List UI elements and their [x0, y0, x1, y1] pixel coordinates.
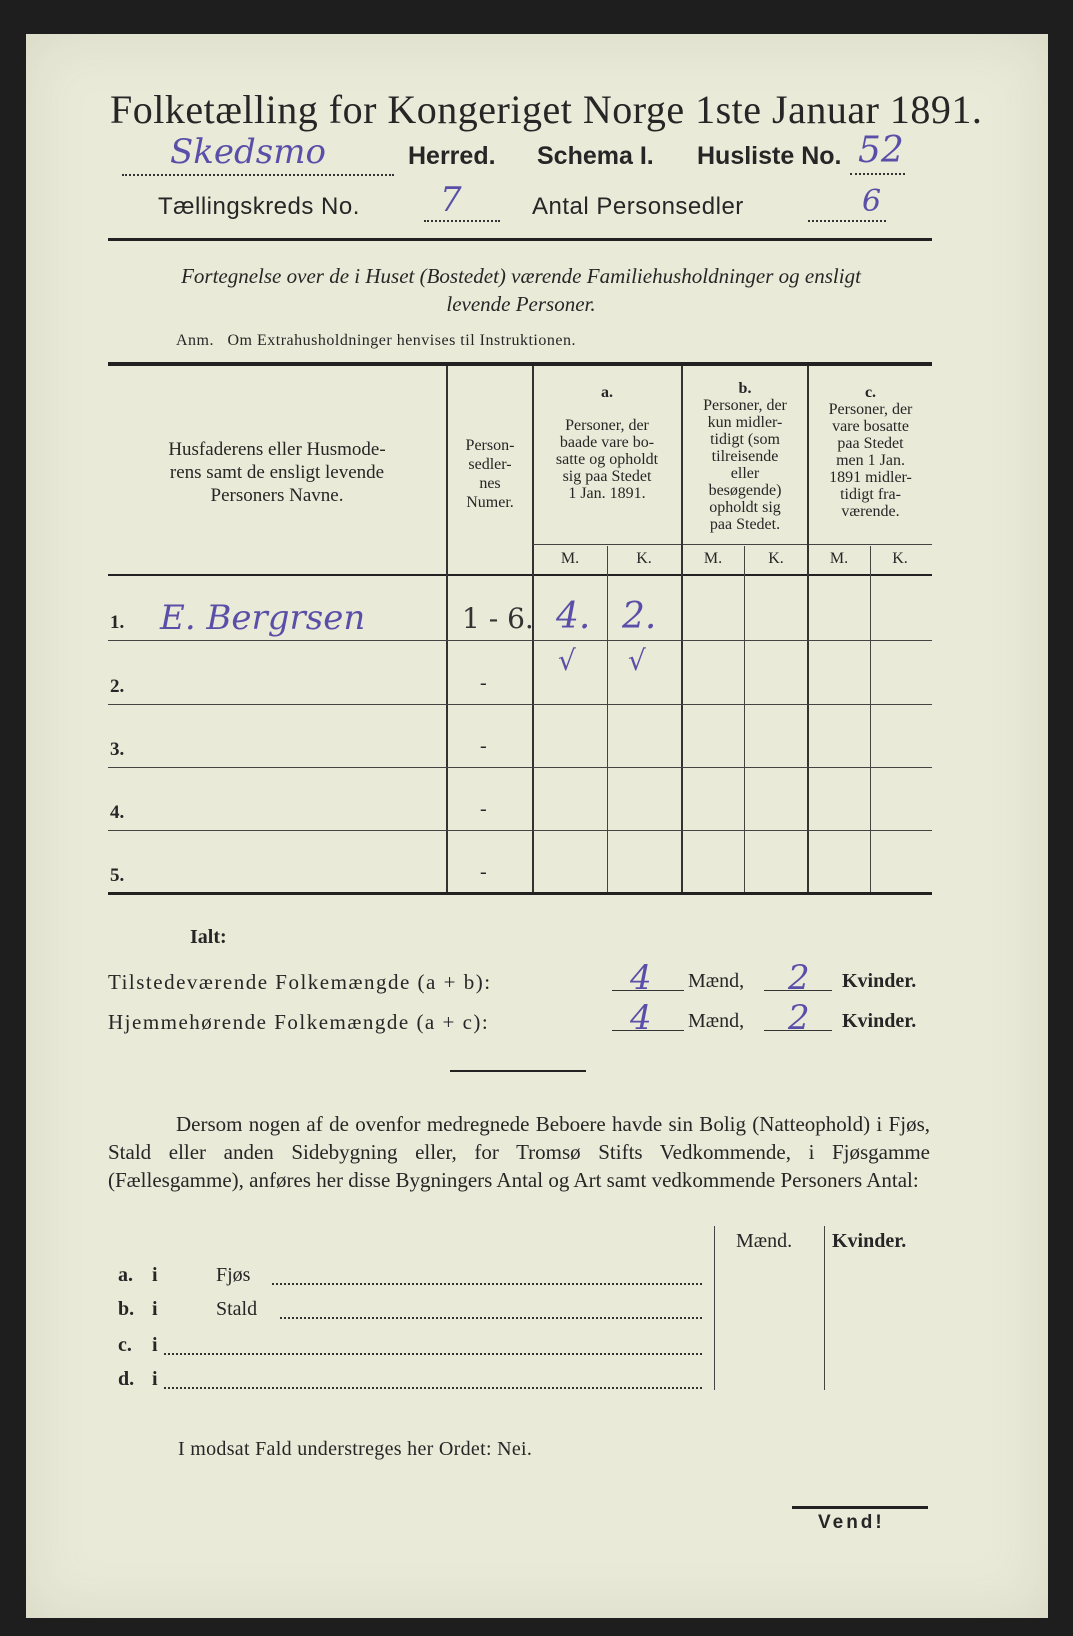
item-b-prep: i — [152, 1298, 158, 1320]
row-rule-4 — [108, 830, 932, 831]
col-b-letter: b. — [738, 380, 752, 397]
item-c-letter: c. — [118, 1334, 132, 1356]
anm-note: Anm. Om Extrahusholdninger henvises til Instruktionen. — [176, 332, 576, 349]
row-number: 4. — [110, 802, 125, 823]
col-header-b — [683, 380, 807, 533]
tilstede-label: Tilstedeværende Folkemængde (a + b): — [108, 970, 492, 994]
intro-line-1: Fortegnelse over de i Huset (Bostedet) værende Familiehusholdninger og ensligt — [181, 264, 861, 288]
hjemme-kvinder: Kvinder. — [842, 1010, 917, 1032]
col-b-m-label: M. — [703, 550, 723, 567]
intro-line-2: levende Personer. — [446, 292, 596, 316]
item-c-dots — [164, 1352, 702, 1355]
col-a-line: 1 Jan. 1891. — [568, 485, 646, 502]
col-c-letter: c. — [864, 384, 877, 401]
col-b-line: tilreisende — [711, 448, 779, 465]
table-bottom-rule — [108, 892, 932, 895]
col-header-names-line: rens samt de ensligt levende — [169, 462, 385, 483]
personsedler-label: Antal Personsedler — [532, 193, 744, 220]
mk-rule-b — [683, 544, 807, 545]
nei-line: I modsat Fald understreges her Ordet: Nei. — [178, 1438, 533, 1460]
col-c-line: men 1 Jan. — [836, 452, 905, 469]
schema-label: Schema I. — [537, 142, 654, 170]
col-c-k-label: K. — [892, 550, 908, 567]
col-c-line: tidigt fra- — [840, 486, 901, 503]
hjemme-m-value: 4 — [630, 998, 652, 1038]
col-a-line: satte og opholdt — [555, 451, 659, 468]
col-b-line: kun midler- — [707, 414, 783, 431]
row-3-sedler: - — [480, 735, 487, 757]
hjemme-label: Hjemmehørende Folkemængde (a + c): — [108, 1010, 490, 1034]
row-number: 5. — [110, 865, 125, 886]
item-b-letter: b. — [118, 1298, 135, 1320]
col-header-names-line: Personers Navne. — [210, 485, 344, 506]
row-1-a-m: 4. — [556, 596, 591, 637]
tilstede-m-value: 4 — [630, 958, 652, 998]
item-b-dots — [280, 1316, 702, 1319]
col-a-m-label: M. — [560, 550, 580, 567]
item-a-label: Fjøs — [216, 1264, 251, 1286]
vend-rule — [792, 1506, 928, 1509]
col-header-c — [809, 384, 932, 520]
item-a-letter: a. — [118, 1264, 133, 1286]
hjemme-k-value: 2 — [788, 998, 810, 1038]
footnote-paragraph: Dersom nogen af de ovenfor medregnede Beboere havde sin Bolig (Natteophold) i Fjøs, Stald eller anden Sidebygning eller, for Tromsø Stifts Vedkommende, i Fjøsgamme (Fællesgamme), anføres her disse Bygningers Antal og Art samt vedkommende Personers Antal: — [108, 1112, 930, 1192]
col-a-letter: a. — [601, 384, 613, 401]
item-c-prep: i — [152, 1334, 158, 1356]
col-b-line: Personer, der — [703, 397, 787, 414]
tilstede-maend: Mænd, — [688, 970, 745, 992]
row-number: 2. — [110, 676, 125, 697]
mk-rule-a — [533, 544, 681, 545]
personsedler-value: 6 — [862, 184, 882, 219]
row-1-a-m-check: √ — [558, 644, 576, 677]
mk-divider-a — [607, 546, 608, 892]
row-rule-2 — [108, 704, 932, 705]
col-header-sedler-line: Person- — [465, 437, 515, 454]
col-a-line: baade vare bo- — [559, 434, 655, 451]
mk-divider-c — [870, 546, 871, 892]
row-1-sedler: 1 - 6. — [462, 602, 534, 635]
col-c-line: 1891 midler- — [829, 469, 912, 486]
col-c-line: paa Stedet — [837, 435, 904, 452]
small-table-left-rule — [714, 1226, 715, 1390]
col-a-k-label: K. — [636, 550, 652, 567]
col-b-line: besøgende) — [708, 482, 782, 499]
header-rule — [108, 238, 932, 241]
col-a-line: Personer, der — [565, 417, 649, 434]
row-1-a-k-check: √ — [628, 644, 646, 677]
col-c-line: vare bosatte — [832, 418, 909, 435]
mk-divider-b — [744, 546, 745, 892]
row-rule-1 — [108, 640, 932, 641]
col-c-line: værende. — [841, 503, 900, 520]
col-c-line: Personer, der — [828, 401, 913, 418]
col-c-m-label: M. — [829, 550, 849, 567]
col-header-names-line: Husfaderens eller Husmode- — [168, 439, 386, 460]
row-1-a-k: 2. — [622, 596, 657, 637]
col-header-a — [534, 384, 680, 502]
ialt-label: Ialt: — [190, 926, 227, 948]
item-a-dots — [272, 1282, 702, 1285]
row-number: 3. — [110, 739, 125, 760]
mk-rule-c — [809, 544, 932, 545]
col-b-k-label: K. — [768, 550, 784, 567]
col-header-sedler-line: sedler- — [468, 456, 512, 473]
kreds-field — [424, 194, 500, 222]
col-b-line: tidigt (som — [710, 431, 780, 448]
row-1-name: E. Bergrsen — [160, 598, 366, 638]
col-b-line: eller — [730, 465, 760, 482]
kreds-label: Tællingskreds No. — [158, 193, 360, 220]
kreds-value: 7 — [440, 180, 462, 220]
item-a-prep: i — [152, 1264, 158, 1286]
section-divider — [450, 1070, 586, 1072]
row-rule-3 — [108, 767, 932, 768]
item-b-label: Stald — [216, 1298, 258, 1320]
form-title: Folketælling for Kongeriget Norge 1ste Januar 1891. — [110, 87, 983, 132]
col-header-names — [110, 438, 444, 507]
herred-value: Skedsmo — [170, 132, 326, 172]
husliste-label: Husliste No. — [697, 142, 842, 170]
row-4-sedler: - — [480, 798, 487, 820]
col-header-sedler — [448, 436, 532, 512]
row-5-sedler: - — [480, 861, 487, 883]
tilstede-kvinder: Kvinder. — [842, 970, 917, 992]
col-header-sedler-line: nes — [479, 475, 501, 492]
herred-label: Herred. — [408, 142, 496, 170]
tilstede-k-value: 2 — [788, 958, 810, 998]
col-header-sedler-line: Numer. — [466, 494, 514, 511]
small-col-kvinder: Kvinder. — [832, 1230, 907, 1252]
hjemme-maend: Mænd, — [688, 1010, 745, 1032]
vend-label: Vend! — [818, 1512, 885, 1533]
row-2-sedler: - — [480, 672, 487, 694]
small-table-mid-rule — [824, 1226, 825, 1390]
col-b-line: paa Stedet. — [709, 516, 781, 533]
item-d-letter: d. — [118, 1368, 135, 1390]
item-d-dots — [164, 1386, 702, 1389]
row-number: 1. — [110, 612, 125, 633]
col-b-line: opholdt sig — [709, 499, 781, 516]
item-d-prep: i — [152, 1368, 158, 1390]
col-a-line: sig paa Stedet — [562, 468, 652, 485]
husliste-value: 52 — [858, 130, 904, 171]
small-col-maend: Mænd. — [736, 1230, 793, 1252]
